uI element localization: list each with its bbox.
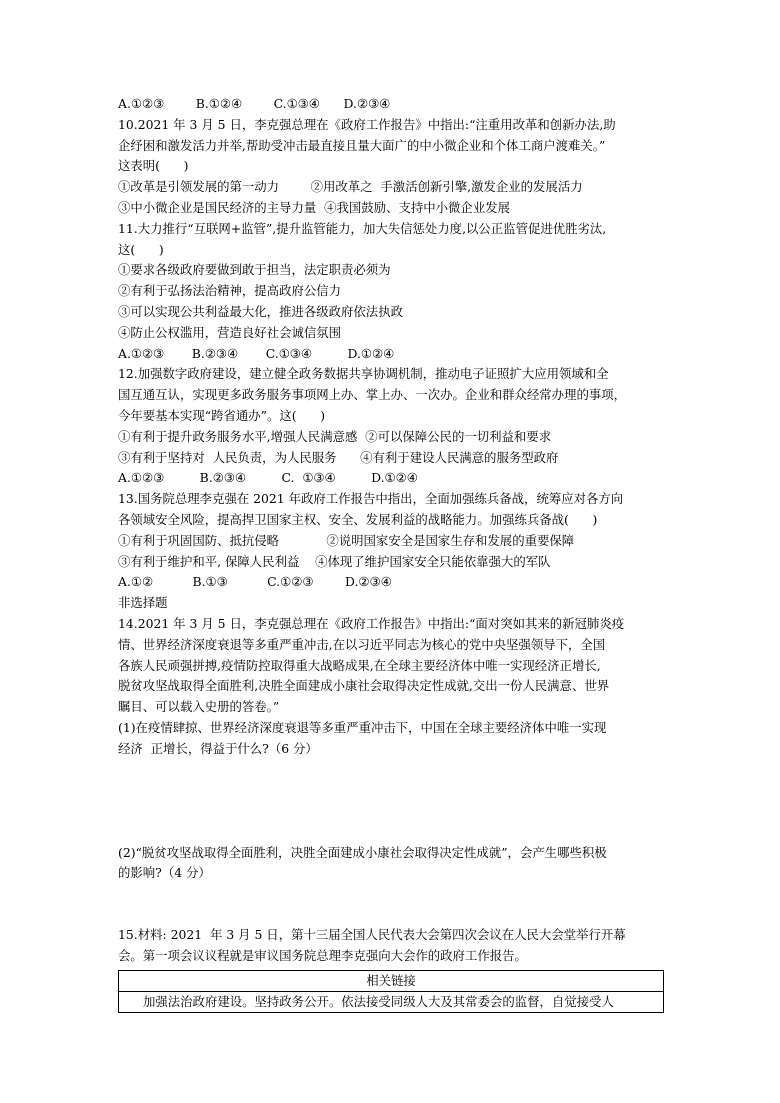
q10-choices-row: ③中小微企业是国民经济的主导力量 ④我国鼓励、支持中小微企业发展 [118,199,510,215]
q12-stem-line: 今年要基本实现“跨省通办”。这( ) [118,407,326,423]
related-link-box [118,970,664,1013]
q14-stem-line: 脱贫攻坚战取得全面胜利,决胜全面建成小康社会取得决定性成就,交出一份人民满意、世界 [118,678,610,694]
q11-item: ①要求各级政府要做到敢于担当，法定职责必须为 [118,262,391,278]
related-link-title: 相关链接 [119,971,663,992]
q11-item: ②有利于弘扬法治精神，提高政府公信力 [118,283,342,299]
q11-options: A.①②③ B.②③④ C.①③④ D.①②④ [118,345,395,361]
related-link-body: 加强法治政府建设。坚持政务公开。依法接受同级人大及其常委会的监督，自觉接受人 [143,993,614,1009]
q13-choices-row: ③有利于维护和平, 保障人民利益 ④体现了维护国家安全只能依靠强大的军队 [118,553,551,569]
q11-item: ④防止公权滥用，营造良好社会诚信氛围 [118,324,342,340]
q12-stem-line: 国互通互认，实现更多政务服务事项网上办、掌上办、一次办。企业和群众经常办理的事项， [118,387,627,403]
q12-stem-line: 12.加强数字政府建设，建立健全政务数据共享协调机制，推动电子证照扩大应用领域和全 [118,366,609,382]
q11-stem-line: 11.大力推行“互联网+监管”,提升监管能力，加大失信惩处力度,以公正监管促进优胜劣汰, [118,220,607,236]
q11-item: ③可以实现公共利益最大化，推进各级政府依法执政 [118,303,403,319]
q13-choices-row: ①有利于巩固国防、抵抗侵略 ②说明国家安全是国家生存和发展的重要保障 [118,532,575,548]
q14-subquestion-1: 经济 正增长，得益于什么?（6 分） [118,740,318,756]
q15-stem-line: 15.材料: 2021 年 3 月 5 日，第十三届全国人民代表大会第四次会议在人民大会堂举行开幕 [118,927,626,943]
q12-choices-row: ①有利于提升政务服务水平,增强人民满意感 ②可以保障公民的一切利益和要求 [118,428,552,444]
section-heading: 非选择题 [118,595,168,611]
q11-stem-line: 这( ) [118,241,164,257]
question-12 [118,364,666,489]
q13-options: A.①② B.①③ C.①②③ D.②③④ [118,574,392,590]
q9-options: A.①②③ B.①②④ C.①③④ D.②③④ [118,96,391,111]
q12-options: A.①②③ B.②③④ C. ①③④ D.①②④ [118,470,418,486]
q14-subquestion-2: 的影响?（4 分） [118,865,211,881]
q14-subquestion-1: (1)在疫情肆掠、世界经济深度衰退等多重严重冲击下，中国在全球主要经济体中唯一实现 [118,719,607,735]
q14-stem-line: 各族人民顽强拼搏,疫情防控取得重大战略成果,在全球主要经济体中唯一实现经济正增长, [118,657,601,673]
question-10 [118,115,666,219]
q10-stem-line: 10.2021 年 3 月 5 日，李克强总理在《政府工作报告》中指出:“注重用改革和创新办法,助 [118,116,616,132]
q14-stem-line: 情、世界经济深度衰退等多重严重冲击,在以习近平同志为核心的党中央坚强领导下，全国 [118,636,606,652]
q10-stem-line: 企纾困和激发活力并举,帮助受冲击最直接且量大面广的中小微企业和个体工商户渡难关。” [118,137,606,153]
q10-choices-row: ①改革是引领发展的第一动力 ②用改革之 手激活创新引擎,激发企业的发展活力 [118,179,583,195]
question-11 [118,219,666,365]
q10-stem-line: 这表明( ) [118,158,189,174]
q12-choices-row: ③有利于坚持对 人民负责，为人民服务 ④有利于建设人民满意的服务型政府 [118,449,559,465]
question-14 [118,614,666,925]
q14-stem-line: 瞩目、可以载入史册的答卷。” [118,699,280,715]
q14-stem-line: 14.2021 年 3 月 5 日，李克强总理在《政府工作报告》中指出:“面对突如其来的新冠肺炎疫 [118,615,625,631]
answer-space [118,884,666,925]
answer-space [118,760,666,843]
q15-stem-line: 会。第一项会议议程就是审议国务院总理李克强向大会作的政府工作报告。 [118,947,527,963]
exam-content [118,94,666,1013]
q14-subquestion-2: (2)“脱贫攻坚战取得全面胜利，决胜全面建成小康社会取得决定性成就”，会产生哪些积极 [118,844,607,860]
question-13 [118,489,666,593]
question-15 [118,925,666,1013]
q13-stem-line: 13.国务院总理李克强在 2021 年政府工作报告中指出，全面加强练兵备战，统筹应对各方向 [118,491,624,507]
q13-stem-line: 各领域安全风险，提高捍卫国家主权、安全、发展利益的战略能力。加强练兵备战( ) [118,511,598,527]
